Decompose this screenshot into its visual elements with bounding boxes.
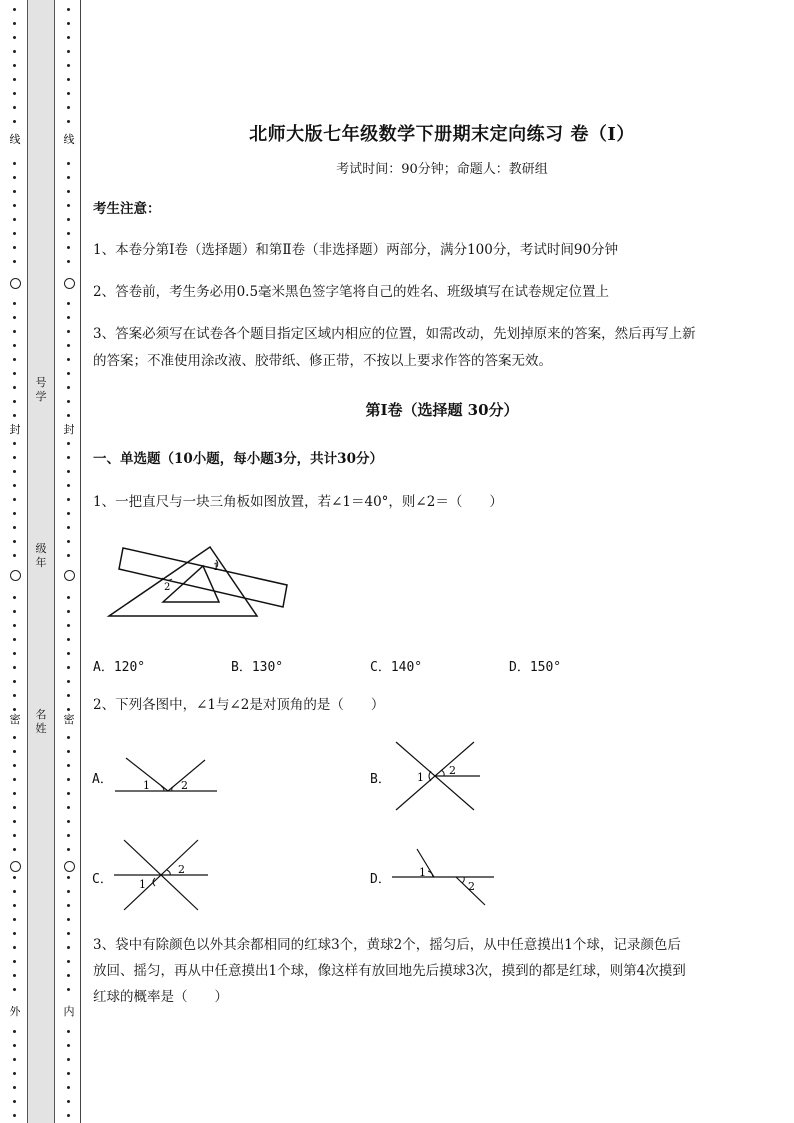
binding-dot <box>13 190 16 193</box>
binding-line <box>80 0 81 1123</box>
q1-stem: 1、一把直尺与一块三角板如图放置，若∠1＝40°，则∠2＝（ ） <box>93 494 503 510</box>
binding-circle-icon <box>64 278 75 289</box>
binding-dot <box>13 820 16 823</box>
binding-dot <box>13 442 16 445</box>
binding-dot <box>67 554 70 557</box>
binding-dot <box>67 764 70 767</box>
binding-dot <box>67 232 70 235</box>
binding-dot <box>67 1100 70 1103</box>
binding-dot <box>13 344 16 347</box>
binding-dot <box>67 988 70 991</box>
q2-option-a[interactable]: A． <box>92 772 113 787</box>
binding-dot <box>67 8 70 11</box>
binding-dot <box>13 708 16 711</box>
binding-dot <box>13 904 16 907</box>
binding-dot <box>13 372 16 375</box>
binding-dot <box>13 834 16 837</box>
binding-circle-icon <box>10 861 21 872</box>
q1-option-c[interactable]: C．140° <box>370 660 423 675</box>
q2-figure-b <box>392 740 480 812</box>
notice-item-2: 2、答卷前，考生务必用0.5毫米黑色签字笔将自己的姓名、班级填写在试卷规定位置上 <box>93 284 610 300</box>
q2-option-d[interactable]: D． <box>370 872 391 887</box>
binding-dot <box>67 344 70 347</box>
binding-dot <box>67 946 70 949</box>
binding-circle-icon <box>10 570 21 581</box>
q1-angle-2-label: 2 <box>164 582 171 593</box>
binding-dot <box>13 386 16 389</box>
binding-dot <box>67 442 70 445</box>
binding-dot <box>67 960 70 963</box>
binding-dot <box>67 652 70 655</box>
binding-dot <box>67 1058 70 1061</box>
binding-dot <box>67 246 70 249</box>
binding-dot <box>67 708 70 711</box>
binding-dot <box>67 834 70 837</box>
binding-circle-icon <box>64 570 75 581</box>
exam-subtitle: 考试时间：90分钟；命题人：教研组 <box>336 162 548 177</box>
inner-dot-column <box>62 0 76 1123</box>
binding-dot <box>13 806 16 809</box>
binding-dot <box>67 358 70 361</box>
binding-dot <box>13 218 16 221</box>
binding-dot <box>67 400 70 403</box>
binding-dot <box>13 946 16 949</box>
binding-dot <box>67 92 70 95</box>
binding-dot <box>67 204 70 207</box>
binding-dot <box>13 260 16 263</box>
binding-dot <box>13 666 16 669</box>
binding-dot <box>67 120 70 123</box>
binding-dot <box>67 1114 70 1117</box>
binding-dot <box>67 498 70 501</box>
binding-dot <box>13 470 16 473</box>
inner-seal-mark: 封 <box>63 423 75 436</box>
binding-dot <box>13 512 16 515</box>
svg-text:1: 1 <box>419 866 426 879</box>
inner-seal-mark: 内 <box>63 1005 75 1018</box>
binding-dot <box>13 204 16 207</box>
svg-text:2: 2 <box>178 863 185 876</box>
binding-dot <box>67 162 70 165</box>
binding-dot <box>67 260 70 263</box>
outer-dot-column <box>8 0 22 1123</box>
binding-dot <box>13 232 16 235</box>
binding-dot <box>67 526 70 529</box>
binding-dot <box>13 932 16 935</box>
binding-dot <box>67 540 70 543</box>
q1-angle-1-label: 1 <box>213 562 220 573</box>
binding-dot <box>67 1044 70 1047</box>
binding-dot <box>13 484 16 487</box>
binding-dot <box>67 876 70 879</box>
binding-dot <box>67 484 70 487</box>
binding-dot <box>67 50 70 53</box>
binding-dot <box>67 750 70 753</box>
outer-seal-mark: 外 <box>9 1005 21 1018</box>
binding-dot <box>67 820 70 823</box>
binding-dot <box>13 694 16 697</box>
binding-dot <box>13 8 16 11</box>
binding-dot <box>67 792 70 795</box>
exam-title: 北师大版七年级数学下册期末定向练习 卷（Ⅰ） <box>249 124 635 145</box>
binding-dot <box>13 680 16 683</box>
binding-dot <box>13 974 16 977</box>
binding-dot <box>67 512 70 515</box>
binding-dot <box>67 470 70 473</box>
section-title: 第Ⅰ卷（选择题 30分） <box>365 401 519 419</box>
binding-dot <box>13 792 16 795</box>
binding-dot <box>67 64 70 67</box>
q2-figure-d <box>390 846 496 908</box>
binding-dot <box>67 1086 70 1089</box>
binding-dot <box>67 624 70 627</box>
binding-dot <box>13 988 16 991</box>
svg-text:1: 1 <box>139 878 146 891</box>
binding-dot <box>13 526 16 529</box>
binding-dot <box>13 162 16 165</box>
svg-text:2: 2 <box>449 764 456 777</box>
binding-dot <box>67 176 70 179</box>
binding-dot <box>13 918 16 921</box>
binding-circle-icon <box>10 278 21 289</box>
binding-dot <box>13 400 16 403</box>
binding-dot <box>13 92 16 95</box>
binding-dot <box>13 246 16 249</box>
q2-figure-c <box>112 838 210 912</box>
binding-dot <box>13 596 16 599</box>
binding-dot <box>67 218 70 221</box>
binding-dot <box>13 50 16 53</box>
binding-dot <box>13 176 16 179</box>
binding-dot <box>67 610 70 613</box>
binding-dot <box>13 1086 16 1089</box>
binding-dot <box>13 848 16 851</box>
q3-stem-line-2: 放回、摇匀，再从中任意摸出1个球，像这样有放回地先后摸球3次，摸到的都是红球，则第4次摸到 <box>93 963 686 979</box>
binding-dot <box>67 596 70 599</box>
svg-text:2: 2 <box>181 779 188 792</box>
notice-item-1: 1、本卷分第Ⅰ卷（选择题）和第Ⅱ卷（非选择题）两部分，满分100分，考试时间90分钟 <box>93 242 619 258</box>
binding-dot <box>13 36 16 39</box>
binding-dot <box>67 736 70 739</box>
binding-dot <box>67 778 70 781</box>
q1-ruler-triangle-figure <box>100 538 300 623</box>
svg-text:2: 2 <box>468 880 475 893</box>
grade-label: 级年 <box>35 542 47 569</box>
binding-dot <box>67 680 70 683</box>
binding-dot <box>67 904 70 907</box>
binding-dot <box>13 1114 16 1117</box>
binding-dot <box>67 302 70 305</box>
binding-dot <box>13 750 16 753</box>
binding-dot <box>13 610 16 613</box>
notice-heading: 考生注意： <box>93 201 161 217</box>
binding-dot <box>13 120 16 123</box>
binding-dot <box>67 806 70 809</box>
q2-stem: 2、下列各图中，∠1与∠2是对顶角的是（ ） <box>93 697 385 713</box>
notice-item-3-cont: 的答案；不准使用涂改液、胶带纸、修正带，不按以上要求作答的答案无效。 <box>93 353 552 369</box>
binding-dot <box>67 106 70 109</box>
binding-dot <box>13 540 16 543</box>
binding-dot <box>67 666 70 669</box>
binding-dot <box>67 1072 70 1075</box>
svg-text:1: 1 <box>143 779 150 792</box>
binding-dot <box>67 190 70 193</box>
binding-dot <box>13 456 16 459</box>
binding-dot <box>13 960 16 963</box>
name-label: 名姓 <box>35 708 47 735</box>
q2-option-c[interactable]: C． <box>92 872 113 887</box>
binding-dot <box>67 918 70 921</box>
binding-dot <box>13 652 16 655</box>
binding-dot <box>67 694 70 697</box>
binding-dot <box>67 1030 70 1033</box>
q2-option-b[interactable]: B． <box>370 772 391 787</box>
binding-dot <box>13 876 16 879</box>
q1-option-d[interactable]: D．150° <box>509 660 562 675</box>
binding-dot <box>13 1058 16 1061</box>
binding-dot <box>67 22 70 25</box>
binding-dot <box>13 764 16 767</box>
binding-dot <box>13 22 16 25</box>
q1-option-b[interactable]: B．130° <box>231 660 284 675</box>
outer-seal-mark: 线 <box>9 133 21 146</box>
binding-dot <box>67 414 70 417</box>
binding-dot <box>13 736 16 739</box>
binding-dot <box>67 848 70 851</box>
svg-text:1: 1 <box>417 771 424 784</box>
q3-stem-line-3: 红球的概率是（ ） <box>93 989 228 1005</box>
binding-dot <box>13 64 16 67</box>
inner-seal-mark: 密 <box>63 713 75 726</box>
notice-item-3: 3、答案必须写在试卷各个题目指定区域内相应的位置，如需改动，先划掉原来的答案，然后再写上新 <box>93 326 696 342</box>
part-heading: 一、单选题（10小题，每小题3分，共计30分） <box>93 451 383 467</box>
binding-dot <box>13 498 16 501</box>
binding-dot <box>13 778 16 781</box>
q1-option-a[interactable]: A．120° <box>93 660 146 675</box>
binding-dot <box>13 302 16 305</box>
q3-stem-line-1: 3、袋中有除颜色以外其余都相同的红球3个，黄球2个，摇匀后，从中任意摸出1个球，记录颜色后 <box>93 937 681 953</box>
binding-dot <box>13 78 16 81</box>
binding-dot <box>13 316 16 319</box>
binding-dot <box>67 316 70 319</box>
binding-dot <box>13 1072 16 1075</box>
binding-dot <box>13 554 16 557</box>
binding-dot <box>67 890 70 893</box>
binding-dot <box>13 1100 16 1103</box>
binding-dot <box>67 372 70 375</box>
binding-circle-icon <box>64 861 75 872</box>
binding-dot <box>67 638 70 641</box>
binding-dot <box>13 624 16 627</box>
binding-dot <box>13 414 16 417</box>
binding-dot <box>13 1044 16 1047</box>
binding-dot <box>67 78 70 81</box>
student-number-label: 号学 <box>35 376 47 403</box>
binding-dot <box>13 330 16 333</box>
binding-dot <box>13 1030 16 1033</box>
binding-dot <box>13 358 16 361</box>
q2-figure-a <box>113 756 221 796</box>
outer-seal-mark: 封 <box>9 423 21 436</box>
outer-seal-mark: 密 <box>9 713 21 726</box>
binding-dot <box>67 974 70 977</box>
binding-dot <box>67 932 70 935</box>
binding-dot <box>67 456 70 459</box>
inner-seal-mark: 线 <box>63 133 75 146</box>
binding-dot <box>13 106 16 109</box>
binding-dot <box>13 638 16 641</box>
binding-dot <box>67 330 70 333</box>
binding-dot <box>67 36 70 39</box>
binding-dot <box>13 890 16 893</box>
binding-dot <box>67 386 70 389</box>
